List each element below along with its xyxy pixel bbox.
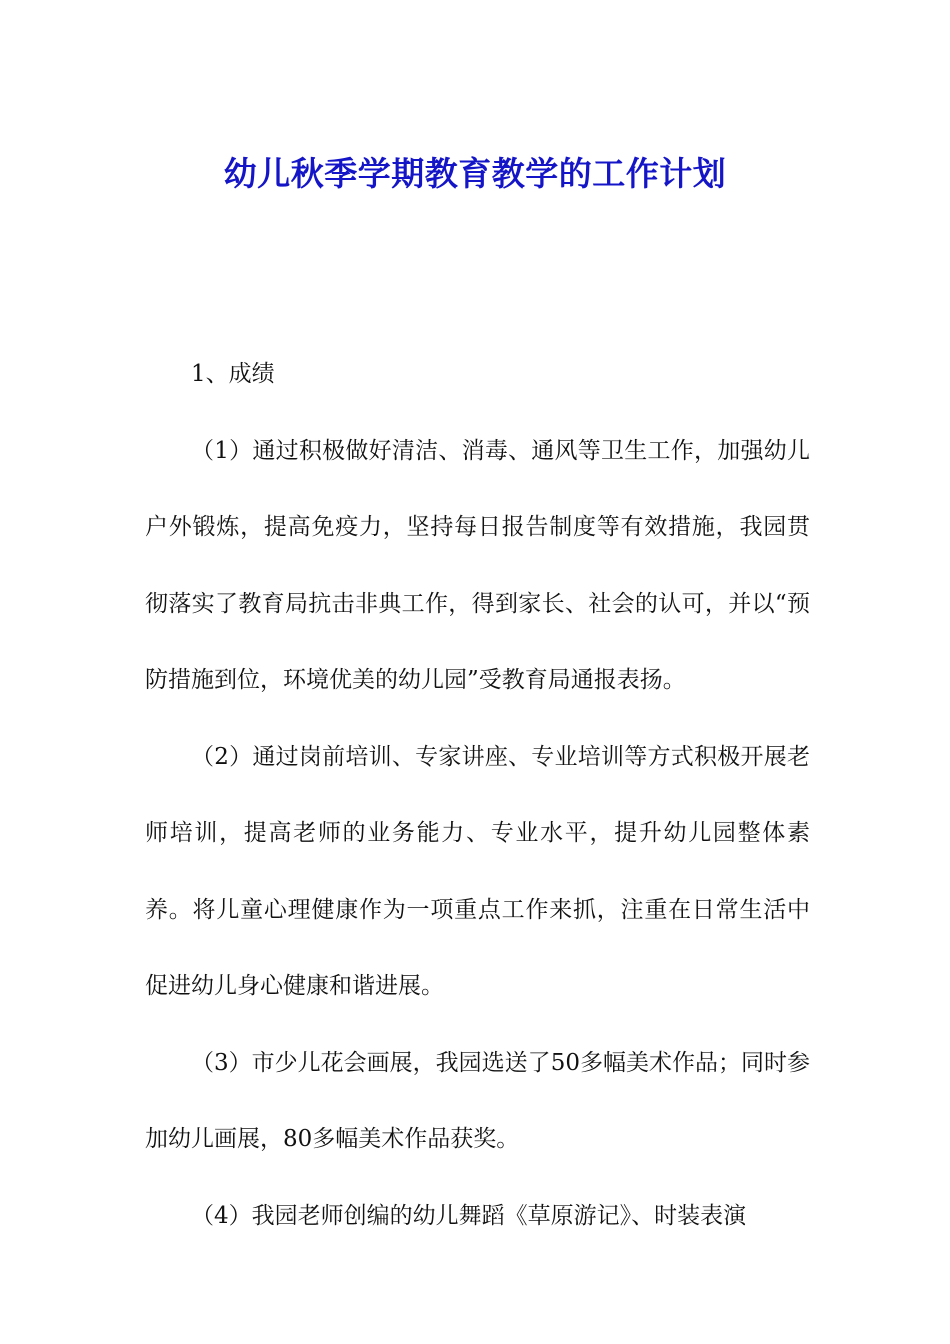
- section-heading: 1、成绩: [191, 361, 275, 387]
- document-body: [145, 336, 810, 1254]
- paragraph-2: （2）通过岗前培训、专家讲座、专业培训等方式积极开展老师培训，提高老师的业务能力、专业水平，提升幼儿园整体素养。将儿童心理健康作为一项重点工作来抓，注重在日常生活中促进幼儿身心健康和谐进展。: [145, 743, 810, 999]
- paragraph-1: （1）通过积极做好清洁、消毒、通风等卫生工作，加强幼儿户外锻炼，提高免疫力，坚持每日报告制度等有效措施，我园贯彻落实了教育局抗击非典工作，得到家长、社会的认可，并以“预防措施到位，环境优美的幼儿园”受教育局通报表扬。: [145, 437, 810, 693]
- document-title: 幼儿秋季学期教育教学的工作计划: [223, 154, 727, 194]
- paragraph-4: （4）我园老师创编的幼儿舞蹈《草原游记》、时装表演: [191, 1202, 747, 1229]
- paragraph-3: （3）市少儿花会画展，我园选送了50多幅美术作品；同时参加幼儿画展，80多幅美术作品获奖。: [145, 1049, 810, 1152]
